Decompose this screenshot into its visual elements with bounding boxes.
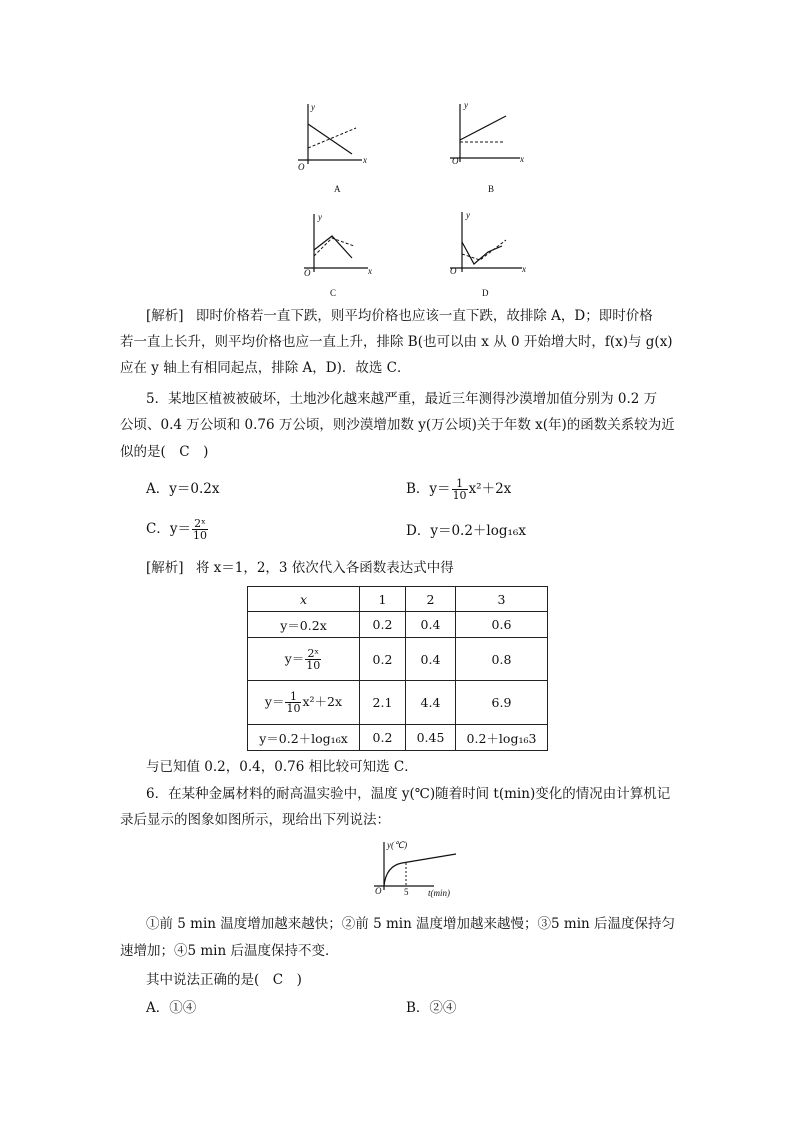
graph-c-caption: C — [330, 288, 337, 298]
graph-c-solid-line — [314, 236, 352, 258]
q5-option-c-numerator: 2ˣ — [192, 518, 208, 530]
graph-b-origin: O — [452, 156, 459, 166]
analysis1-tag: [解析] — [146, 308, 184, 324]
q5-line3: 似的是( C ) — [120, 444, 209, 460]
table-row3-prefix: y＝ — [264, 694, 285, 709]
graph-d-y-label: y — [466, 210, 470, 220]
table-row3-fraction — [285, 691, 301, 714]
analysis1-line1 — [146, 306, 653, 326]
table-row3-denominator: 10 — [286, 702, 301, 715]
table-header-row — [248, 587, 548, 612]
table-header-cell: 1 — [360, 587, 406, 612]
q5-option-c — [146, 512, 209, 546]
table-row2-denominator: 10 — [306, 658, 321, 672]
graph-a-caption: A — [334, 184, 341, 194]
q6-graph-origin: O — [375, 886, 382, 896]
table-row3-numerator: 1 — [285, 691, 301, 703]
table-row2-fraction — [305, 648, 321, 671]
q6-graph — [362, 840, 472, 904]
graph-b-y-label: y — [464, 100, 468, 110]
table-row — [248, 681, 548, 725]
values-table — [247, 586, 548, 751]
conclusion: 与已知值 0.2，0.4，0.76 相比较可知选 C． — [146, 759, 418, 775]
graph-a-solid-line — [308, 124, 352, 154]
table-header-cell: x — [248, 587, 360, 612]
q5-option-c-denominator: 10 — [192, 529, 207, 542]
q5-line1: 5．某地区植被被破坏，土地沙化越来越严重，最近三年测得沙漠增加值分别为 0.2 万 — [146, 391, 658, 407]
graph-d-caption: D — [482, 288, 489, 298]
q5-option-b-numerator: 1 — [452, 478, 468, 490]
graph-b-caption: B — [488, 184, 495, 194]
graph-d-dashed-line — [462, 240, 506, 260]
graph-c-x-label: x — [368, 266, 372, 276]
table-cell: 0.2 — [360, 612, 406, 638]
table-row — [248, 725, 548, 751]
table-cell: 0.2 — [360, 725, 406, 751]
table-row2-numerator: 2ˣ — [305, 648, 321, 660]
table-cell: 0.6 — [456, 612, 548, 638]
table-row-label: y＝0.2＋log₁₆x — [248, 725, 360, 751]
table-cell: 0.2＋log₁₆3 — [456, 725, 548, 751]
q6-option-b: B．②④ — [406, 1000, 457, 1016]
graph-a-x-label: x — [363, 155, 367, 165]
table-cell: 0.45 — [406, 725, 456, 751]
q5-option-b-prefix: B．y＝ — [406, 481, 451, 497]
graph-d-x-label: x — [522, 264, 526, 274]
q5-option-b-suffix: x²＋2x — [468, 481, 512, 497]
graph-c-origin: O — [304, 268, 311, 278]
q5-option-b-fraction — [452, 478, 468, 501]
analysis2-tag: [解析] — [146, 560, 184, 576]
q5-line2: 公顷、0.4 万公顷和 0.76 万公顷，则沙漠增加数 y(万公顷)关于年数 x(年)的函数关系较为近 — [120, 417, 675, 433]
q6-graph-x-label: t(min) — [428, 888, 450, 898]
q6-line2: 录后显示的图象如图所示，现给出下列说法： — [120, 812, 390, 828]
graph-a-y-label: y — [311, 102, 315, 112]
graph-b — [442, 100, 552, 214]
graph-d-origin: O — [450, 266, 457, 276]
q6-graph-tick: 5 — [404, 887, 409, 897]
graph-a-dashed-line — [308, 128, 356, 148]
graph-c-y-label: y — [318, 212, 322, 222]
q6-statements-line1: ①前 5 min 温度增加越来越快；②前 5 min 温度增加越来越慢；③5 min 后温度保持匀 — [146, 916, 676, 932]
q6-curve — [384, 854, 456, 886]
q5-option-b-denominator: 10 — [452, 489, 467, 502]
analysis1-line2: 若一直上长升，则平均价格也应一直上升，排除 B(也可以由 x 从 0 开始增大时，f(x)与 g(x) — [120, 334, 673, 350]
q5-option-c-prefix: C．y＝ — [146, 521, 191, 537]
q5-option-d: D．y＝0.2＋log₁₆x — [406, 523, 526, 539]
table-header-cell: 2 — [406, 587, 456, 612]
table-row-label: y＝0.2x — [248, 612, 360, 638]
table-row2-prefix: y＝ — [284, 650, 305, 666]
graph-a — [290, 104, 400, 214]
q6-ask: 其中说法正确的是( C ) — [146, 972, 302, 988]
graph-d-solid-line — [462, 242, 502, 264]
table-row — [248, 638, 548, 681]
table-cell: 2.1 — [360, 681, 406, 725]
analysis1-line3: 应在 y 轴上有相同起点，排除 A，D)．故选 C． — [120, 360, 411, 376]
graph-b-x-label: x — [520, 154, 524, 164]
q6-option-a: A．①④ — [146, 1000, 197, 1016]
graph-a-origin: O — [298, 162, 305, 172]
table-cell: 0.4 — [406, 638, 456, 681]
q5-option-b — [406, 472, 511, 506]
table-row — [248, 612, 548, 638]
q6-graph-y-label: y(℃) — [387, 840, 408, 850]
analysis1-text1: 即时价格若一直下跌，则平均价格也应该一直下跌，故排除 A，D；即时价格 — [195, 308, 653, 324]
table-cell: 0.4 — [406, 612, 456, 638]
table-row-label — [248, 681, 360, 725]
table-cell: 4.4 — [406, 681, 456, 725]
q5-option-a: A．y＝0.2x — [146, 481, 220, 497]
table-header-cell: 3 — [456, 587, 548, 612]
graph-b-solid-line — [460, 116, 506, 140]
q6-statements-line2: 速增加；④5 min 后温度保持不变． — [120, 943, 339, 959]
table-cell: 0.2 — [360, 638, 406, 681]
analysis2-line — [146, 558, 454, 578]
q5-option-c-fraction — [192, 518, 208, 541]
table-row-label — [248, 638, 360, 681]
q6-line1: 6．在某种金属材料的耐高温实验中，温度 y(℃)随着时间 t(min)变化的情况由计算机记 — [146, 786, 671, 802]
table-cell: 0.8 — [456, 638, 548, 681]
table-cell: 6.9 — [456, 681, 548, 725]
table-row3-suffix: x²＋2x — [302, 694, 343, 709]
analysis2-text: 将 x＝1，2，3 依次代入各函数表达式中得 — [195, 560, 454, 576]
